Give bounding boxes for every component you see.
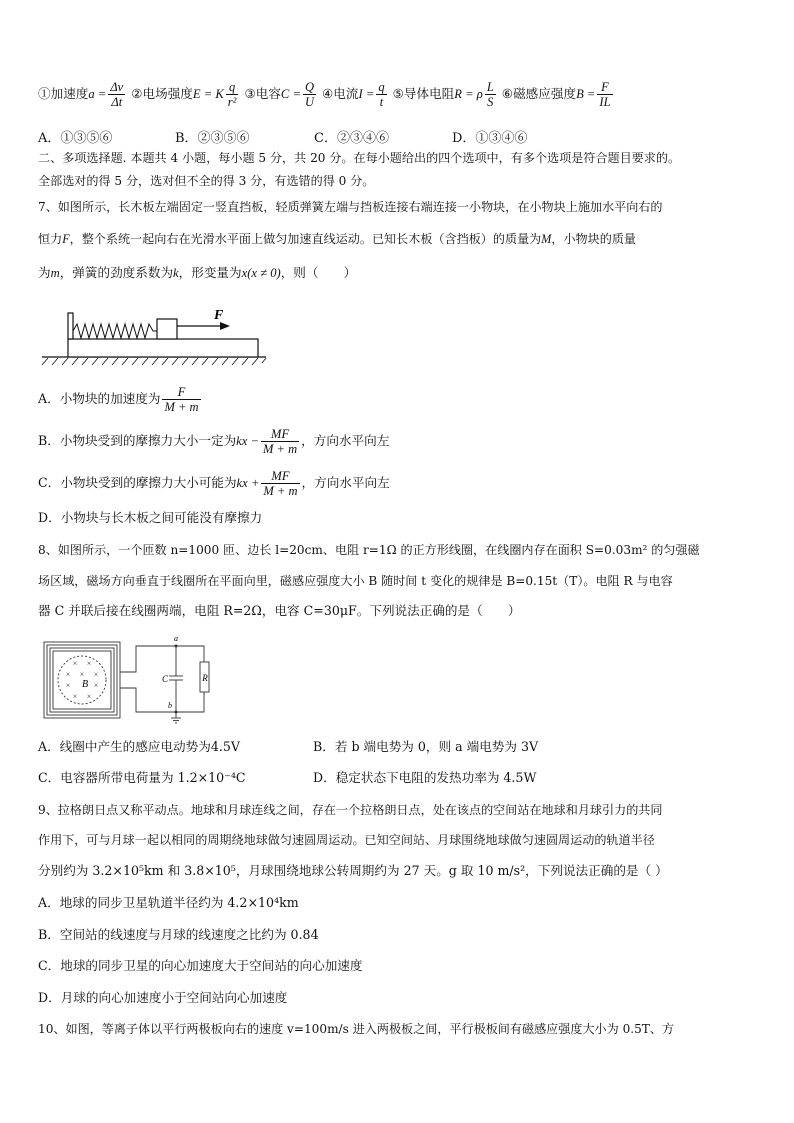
q7-var-M: M: [541, 232, 552, 246]
q9-stem-line-1: 9、拉格朗日点又称平动点。地球和月球连线之间，存在一个拉格朗日点，处在该点的空间站在地球和月球引力的共同: [38, 803, 663, 817]
option-text: B．小物块受到的摩擦力大小一定为: [38, 433, 237, 448]
item-1-lhs: a =: [88, 87, 107, 101]
svg-text:×: ×: [65, 670, 71, 679]
item-6-lhs: B =: [576, 87, 596, 101]
fraction-numerator: F: [597, 80, 612, 95]
q9-stem-line-3: 分别约为 3.2×10⁵km 和 3.8×10⁵，月球围绕地球公转周期约为 27 天。g 取 10 m/s²，下列说法正确的是（ ）: [38, 863, 668, 878]
spring: [73, 324, 157, 338]
q7-var-m: m: [50, 266, 60, 280]
svg-text:×: ×: [93, 681, 99, 690]
force-label: F: [214, 308, 224, 323]
item-3-lhs: C =: [280, 87, 301, 101]
q7-text: 恒力: [38, 232, 63, 246]
q10-stem-line-1: 10、如图，等离子体以平行两极板向右的速度 v=100m/s 进入两极板之间，平行极板间有磁感应强度大小为 0.5T、方: [38, 1022, 675, 1036]
option-text: A．小物块的加速度为: [38, 391, 161, 406]
option-expr: kx −: [236, 434, 259, 448]
svg-text:×: ×: [72, 659, 78, 668]
q7-stem-line-2: [38, 231, 636, 247]
q8-stem-line-2: 场区域，磁场方向垂直于线圈所在平面向里，磁感应强度大小 B 随时间 t 变化的规律是 B=0.15t（T）。电阻 R 与电容: [38, 574, 673, 588]
item-5-lhs: R = ρ: [454, 87, 483, 101]
terminal-b-label: b: [168, 701, 172, 710]
q9-stem-line-2: 作用下，可与月球一起以相同的周期绕地球做匀速圆周运动。已知空间站、月球围绕地球做匀速圆周运动的轨道半径: [38, 833, 655, 847]
q6-formula-line: [38, 80, 615, 109]
fraction-denominator: M + m: [164, 400, 199, 414]
force-arrowhead: [220, 322, 230, 330]
terminal-a-label: a: [174, 634, 178, 643]
ground-symbol: [171, 712, 181, 723]
option-text: C．小物块受到的摩擦力大小可能为: [38, 475, 237, 490]
fraction-denominator: IL: [599, 95, 611, 109]
ground-hatching: [42, 358, 266, 365]
q9-option-a[interactable]: A．地球的同步卫星轨道半径约为 4.2×10⁴km: [38, 895, 299, 910]
option-a-fraction: [162, 385, 200, 414]
q8-option-a[interactable]: A．线圈中产生的感应电动势为4.5V: [38, 739, 240, 754]
item-5-fraction: [485, 80, 496, 109]
item-4-lhs: I =: [358, 87, 375, 101]
item-4-label: ④电流: [322, 86, 359, 101]
q8-option-c[interactable]: C．电容器所带电荷量为 1.2×10⁻⁴C: [38, 770, 246, 785]
baffle-plate: [68, 313, 73, 339]
q7-option-d[interactable]: D．小物块与长木板之间可能没有摩擦力: [38, 510, 263, 525]
q7-spring-board-figure: [40, 300, 270, 366]
fraction-numerator: MF: [261, 469, 299, 484]
q7-text: 为: [38, 265, 51, 280]
field-label-B: B: [81, 679, 89, 690]
option-c-fraction: [261, 469, 299, 498]
option-tail: ，方向水平向左: [301, 433, 390, 448]
item-6-label: ⑥磁感应强度: [501, 86, 577, 101]
svg-text:×: ×: [86, 659, 92, 668]
q7-text: ，弹簧的劲度系数为: [59, 265, 174, 280]
q7-var-k: k: [173, 266, 179, 280]
fraction-denominator: U: [304, 95, 314, 109]
fraction-numerator: MF: [261, 427, 299, 442]
q8-stem-line-3: 器 C 并联后接在线圈两端，电阻 R=2Ω，电容 C=30μF。下列说法正确的是（ ）: [38, 603, 521, 618]
fraction-numerator: F: [162, 385, 200, 400]
svg-text:×: ×: [86, 692, 92, 701]
fraction-denominator: M + m: [263, 442, 298, 456]
item-1-fraction: [108, 80, 125, 109]
svg-text:×: ×: [72, 692, 78, 701]
capacitor-label: C: [161, 674, 169, 684]
q7-option-a[interactable]: [38, 385, 203, 414]
q9-option-d[interactable]: D．月球的向心加速度小于空间站向心加速度: [38, 990, 288, 1005]
q8-stem-line-1: 8、如图所示，一个匝数 n=1000 匝、边长 l=20cm、电阻 r=1Ω 的正方形线圈，在线圈内存在面积 S=0.03m² 的匀强磁: [38, 543, 700, 557]
item-4-fraction: [376, 80, 386, 109]
item-6-fraction: [597, 80, 612, 109]
svg-text:×: ×: [93, 670, 99, 679]
q9-option-b[interactable]: B．空间站的线速度与月球的线速度之比约为 0.84: [38, 927, 319, 942]
q7-option-c[interactable]: [38, 469, 390, 498]
fraction-numerator: L: [486, 80, 494, 94]
fraction-numerator: Q: [304, 80, 314, 94]
q9-option-c[interactable]: C．地球的同步卫星的向心加速度大于空间站的向心加速度: [38, 958, 363, 973]
q7-text: ，形变量为: [178, 265, 242, 280]
fraction-numerator: Δv: [110, 80, 124, 94]
q6-option-a[interactable]: A．①③⑤⑥: [38, 131, 113, 146]
item-5-label: ⑤导体电阻: [392, 86, 455, 101]
item-3-fraction: [303, 80, 316, 109]
q6-option-c[interactable]: C．②③④⑥: [314, 131, 389, 146]
fraction-denominator: M + m: [263, 484, 298, 498]
q7-var-F: F: [62, 232, 70, 246]
resistor-label: R: [202, 673, 208, 683]
q7-option-b[interactable]: [38, 427, 389, 456]
q6-option-b[interactable]: B．②③⑤⑥: [175, 131, 250, 146]
q8-coil-circuit-figure: [40, 632, 230, 727]
fraction-numerator: q: [378, 80, 385, 94]
option-b-fraction: [261, 427, 299, 456]
section-2-note: 全部选对的得 5 分，选对但不全的得 3 分，有选错的得 0 分。: [38, 174, 375, 188]
q7-var-x: x(x ≠ 0): [241, 266, 281, 280]
option-expr: kx +: [236, 476, 260, 490]
node-a: [175, 645, 178, 648]
svg-text:×: ×: [65, 681, 71, 690]
long-board: [68, 339, 258, 357]
section-2-heading: 二、多项选择题. 本题共 4 小题，每小题 5 分，共 20 分。在每小题给出的四个选项中，有多个选项是符合题目要求的。: [38, 151, 681, 165]
item-1-label: ①加速度: [38, 86, 89, 101]
fraction-numerator: q: [226, 80, 239, 95]
item-3-label: ③电容: [244, 86, 281, 101]
item-2-fraction: [226, 80, 239, 109]
small-block: [157, 319, 177, 339]
q7-stem-line-1: 7、如图所示，长木板左端固定一竖直挡板，轻质弹簧左端与挡板连接右端连接一小物块，在小物块上施加水平向右的: [38, 200, 663, 214]
q7-stem-line-3: [38, 265, 356, 281]
q6-option-d[interactable]: D．①③④⑥: [452, 131, 528, 146]
svg-text:×: ×: [79, 670, 85, 679]
fraction-denominator: r²: [227, 95, 237, 109]
q8-option-d[interactable]: D．稳定状态下电阻的发热功率为 4.5W: [313, 770, 537, 785]
option-tail: ，方向水平向左: [301, 475, 390, 490]
q7-text: ，整个系统一起向右在光滑水平面上做匀加速直线运动。已知长木板（含挡板）的质量为: [69, 232, 542, 246]
q7-text: ，则（ ）: [280, 265, 357, 280]
q7-text: ，小物块的质量: [551, 232, 637, 246]
item-2-label: ②电场强度: [131, 86, 193, 101]
fraction-denominator: t: [379, 95, 384, 109]
item-2-lhs: E = K: [192, 87, 224, 101]
q8-option-b[interactable]: B．若 b 端电势为 0，则 a 端电势为 3V: [313, 739, 539, 754]
fraction-denominator: S: [487, 95, 494, 109]
fraction-denominator: Δt: [111, 95, 123, 109]
